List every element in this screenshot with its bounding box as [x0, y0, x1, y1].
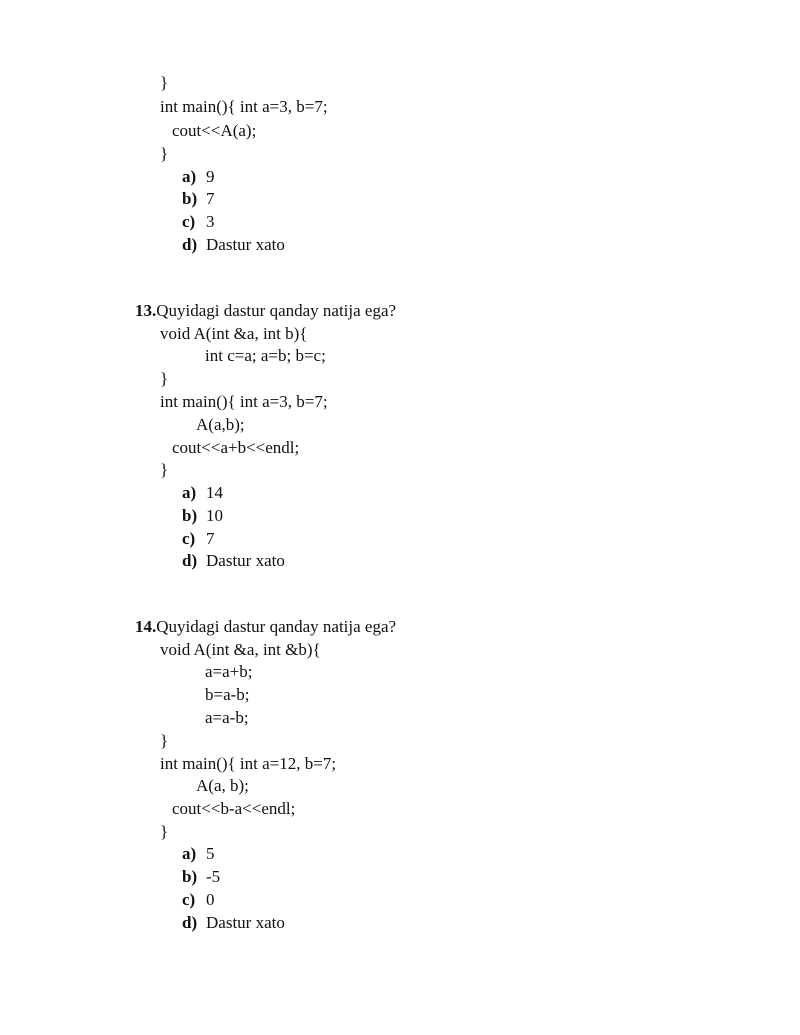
code-line: cout<<A(a); [172, 121, 257, 140]
answer-option [182, 550, 285, 572]
option-text: Dastur xato [206, 235, 285, 254]
option-letter: c) [182, 890, 196, 909]
option-letter: b) [182, 867, 198, 886]
code-line: } [160, 731, 169, 750]
answer-option [182, 912, 285, 934]
code-line: } [160, 822, 169, 841]
option-letter: b) [182, 189, 198, 208]
option-letter: c) [182, 212, 196, 231]
code-line: } [160, 460, 169, 479]
answer-option [182, 528, 215, 550]
code-line: a=a-b; [205, 708, 249, 727]
code-line: } [160, 73, 169, 92]
option-letter: a) [182, 483, 197, 502]
option-text: Dastur xato [206, 551, 285, 570]
answer-option [182, 866, 220, 888]
code-line: A(a, b); [196, 776, 249, 795]
code-line: int main(){ int a=3, b=7; [160, 392, 328, 411]
question-prompt: Quyidagi dastur qanday natija ega? [156, 617, 397, 636]
code-line: void A(int &a, int b){ [160, 324, 308, 343]
answer-option [182, 166, 215, 188]
answer-option [182, 843, 215, 865]
answer-option [182, 482, 223, 504]
question-number: 14. [135, 617, 157, 636]
option-text: 14 [206, 483, 223, 502]
option-letter: d) [182, 235, 198, 254]
option-text: 3 [206, 212, 215, 231]
answer-option [182, 188, 215, 210]
answer-option [182, 889, 215, 911]
option-text: -5 [206, 867, 221, 886]
option-text: Dastur xato [206, 913, 285, 932]
code-line: b=a-b; [205, 685, 250, 704]
option-letter: b) [182, 506, 198, 525]
option-text: 0 [206, 890, 215, 909]
option-letter: a) [182, 844, 197, 863]
code-line: A(a,b); [196, 415, 245, 434]
option-letter: d) [182, 551, 198, 570]
code-line: int c=a; a=b; b=c; [205, 346, 326, 365]
option-text: 9 [206, 167, 215, 186]
code-line: void A(int &a, int &b){ [160, 640, 321, 659]
answer-option [182, 234, 285, 256]
code-line: int main(){ int a=3, b=7; [160, 97, 328, 116]
option-letter: d) [182, 913, 198, 932]
option-letter: c) [182, 529, 196, 548]
answer-option [182, 211, 215, 233]
code-line: cout<<a+b<<endl; [172, 438, 300, 457]
code-line: a=a+b; [205, 662, 253, 681]
code-line: int main(){ int a=12, b=7; [160, 754, 337, 773]
option-text: 5 [206, 844, 215, 863]
option-text: 7 [206, 529, 215, 548]
option-text: 10 [206, 506, 223, 525]
question-heading [135, 616, 396, 638]
answer-option [182, 505, 223, 527]
code-line: cout<<b-a<<endl; [172, 799, 296, 818]
code-line: } [160, 369, 169, 388]
question-heading [135, 300, 396, 322]
question-prompt: Quyidagi dastur qanday natija ega? [156, 301, 397, 320]
code-line: } [160, 144, 169, 163]
question-number: 13. [135, 301, 157, 320]
option-letter: a) [182, 167, 197, 186]
option-text: 7 [206, 189, 215, 208]
